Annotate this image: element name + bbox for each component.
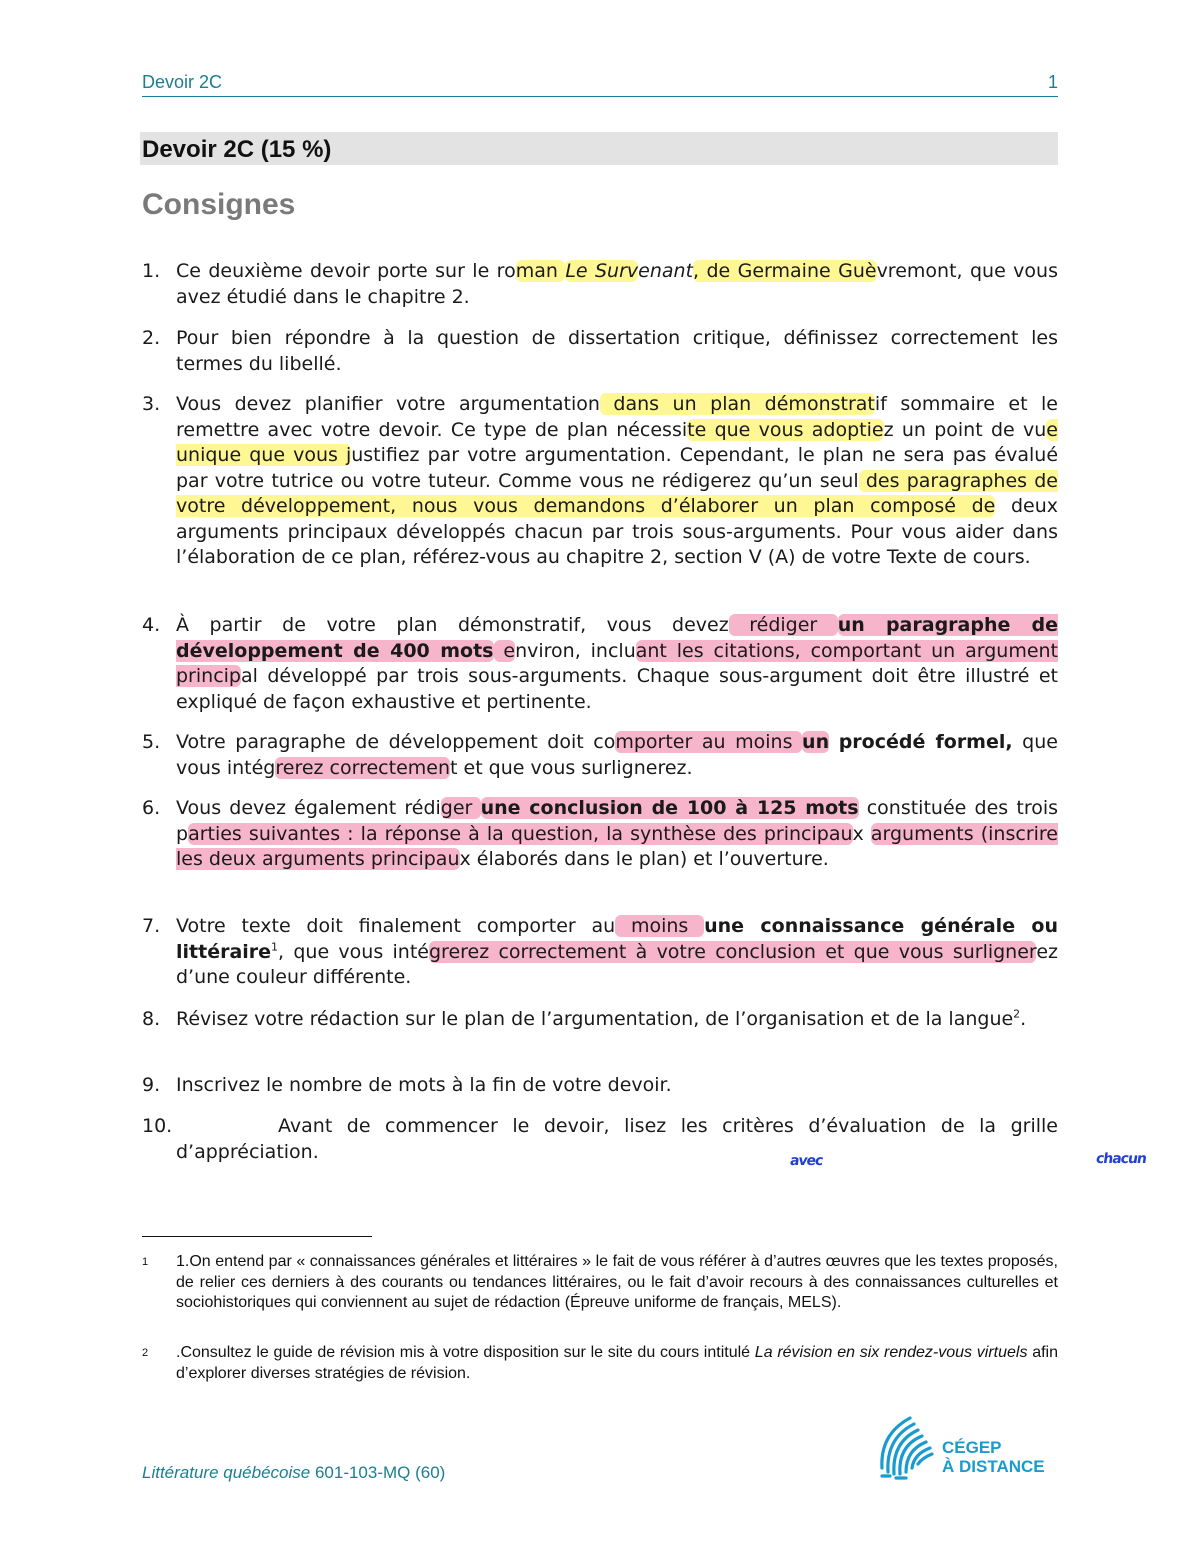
item-number: 5. [142, 731, 161, 753]
item-number: 3. [142, 393, 161, 415]
footnote-rule [142, 1236, 372, 1237]
footnote [142, 1252, 1058, 1314]
item-number: 8. [142, 1008, 161, 1030]
item-text: Vous devez planifier votre argumentation dans un plan démonstratif sommaire et le remettre avec votre devoir. Ce type de plan nécessite que vous adoptiez un point de vue unique que vous justifiez par votre argumentation. Cependant, le plan ne sera pas évalué par votre tutrice ou votre tuteur. Comme vous ne rédigerez qu’un seul des paragraphes de votre développement, nous vous demandons d’élaborer un plan composé de deux arguments principaux développés chacun par trois sous-arguments. Pour vous aider dans l’élaboration de ce plan, référez-vous au chapitre 2, section V (A) de votre Texte de cours. [176, 393, 1059, 568]
item-text: Inscrivez le nombre de mots à la fin de votre devoir. [176, 1074, 672, 1096]
list-item [142, 259, 1058, 310]
item-number: 9. [142, 1074, 161, 1096]
header-rule [142, 96, 1058, 97]
handwritten-note-left: avec [788, 1153, 824, 1169]
page-title: Devoir 2C (15 %) [142, 136, 332, 163]
item-text: Vous devez également rédiger une conclusion de 100 à 125 mots constituée des trois parties suivantes : la réponse à la question, la synthèse des principaux arguments (inscrire les deux arguments principaux élaborés dans le plan) et l’ouverture. [176, 797, 1059, 870]
list-item [142, 1114, 1058, 1165]
list-item [142, 1073, 1058, 1099]
item-number: 6. [142, 797, 161, 819]
item-text: Ce deuxième devoir porte sur le roman Le Survenant, de Germaine Guèvremont, que vous avez étudié dans le chapitre 2. [176, 260, 1058, 308]
list-item [142, 613, 1058, 715]
footnote [142, 1343, 1058, 1384]
item-number: 4. [142, 614, 161, 636]
list-item [142, 1007, 1058, 1033]
footnote-mark: 2 [142, 1347, 149, 1359]
item-number: 1. [142, 260, 161, 282]
item-text: Votre paragraphe de développement doit comporter au moins un procédé formel, que vous intégrerez correctement et que vous surlignerez. [176, 731, 1058, 779]
footnote-mark: 1 [142, 1256, 149, 1268]
header-page-number: 1 [1047, 72, 1058, 92]
item-text: Pour bien répondre à la question de dissertation critique, définissez correctement les termes du libellé. [176, 327, 1058, 375]
list-item [142, 914, 1058, 991]
logo-text: CÉGEP À DISTANCE [942, 1438, 1045, 1476]
item-number: 10. [142, 1115, 173, 1137]
item-text: À partir de votre plan démonstratif, vous devez rédiger un paragraphe de développement de 400 mots environ, incluant les citations, comportant un argument principal développé par trois sous-arguments. Chaque sous-argument doit être illustré et expliqué de façon exhaustive et pertinente. [176, 614, 1059, 713]
list-item [142, 796, 1058, 873]
header-title: Devoir 2C [142, 72, 223, 92]
list-item [142, 730, 1058, 781]
list-item [142, 392, 1058, 571]
section-heading: Consignes [142, 188, 296, 221]
footnote-text: 1.On entend par « connaissances générales et littéraires » le fait de vous référer à d’autres œuvres que les textes proposés, de relier ces derniers à des courants ou tendances littéraires, ou le fait d’avoir recours à des connaissances culturelles et sociohistoriques qui conviennent au sujet de rédaction (Épreuve uniforme de français, MELS). [176, 1253, 1058, 1311]
footnote-text: .Consultez le guide de révision mis à votre disposition sur le site du cours intitulé La révision en six rendez-vous virtuels afin d’explorer diverses stratégies de révision. [176, 1344, 1058, 1382]
footer-course: Littérature québécoise 601-103-MQ (60) [142, 1463, 446, 1482]
item-number: 2. [142, 327, 161, 349]
list-item [142, 326, 1058, 377]
handwritten-note-right: chacun [1094, 1151, 1148, 1167]
item-number: 7. [142, 915, 161, 937]
item-text: Révisez votre rédaction sur le plan de l’argumentation, de l’organisation et de la langue$^2$. [176, 1007, 1027, 1030]
item-text: Votre texte doit finalement comporter au moins une connaissance générale ou littéraire$^1$, que vous intégrerez correctement à votre conclusion et que vous surlignerez d’une couleur différente. [176, 915, 1059, 988]
item-text: Avant de commencer le devoir, lisez les critères d’évaluation de la grille d’appréciation. [176, 1115, 1058, 1163]
